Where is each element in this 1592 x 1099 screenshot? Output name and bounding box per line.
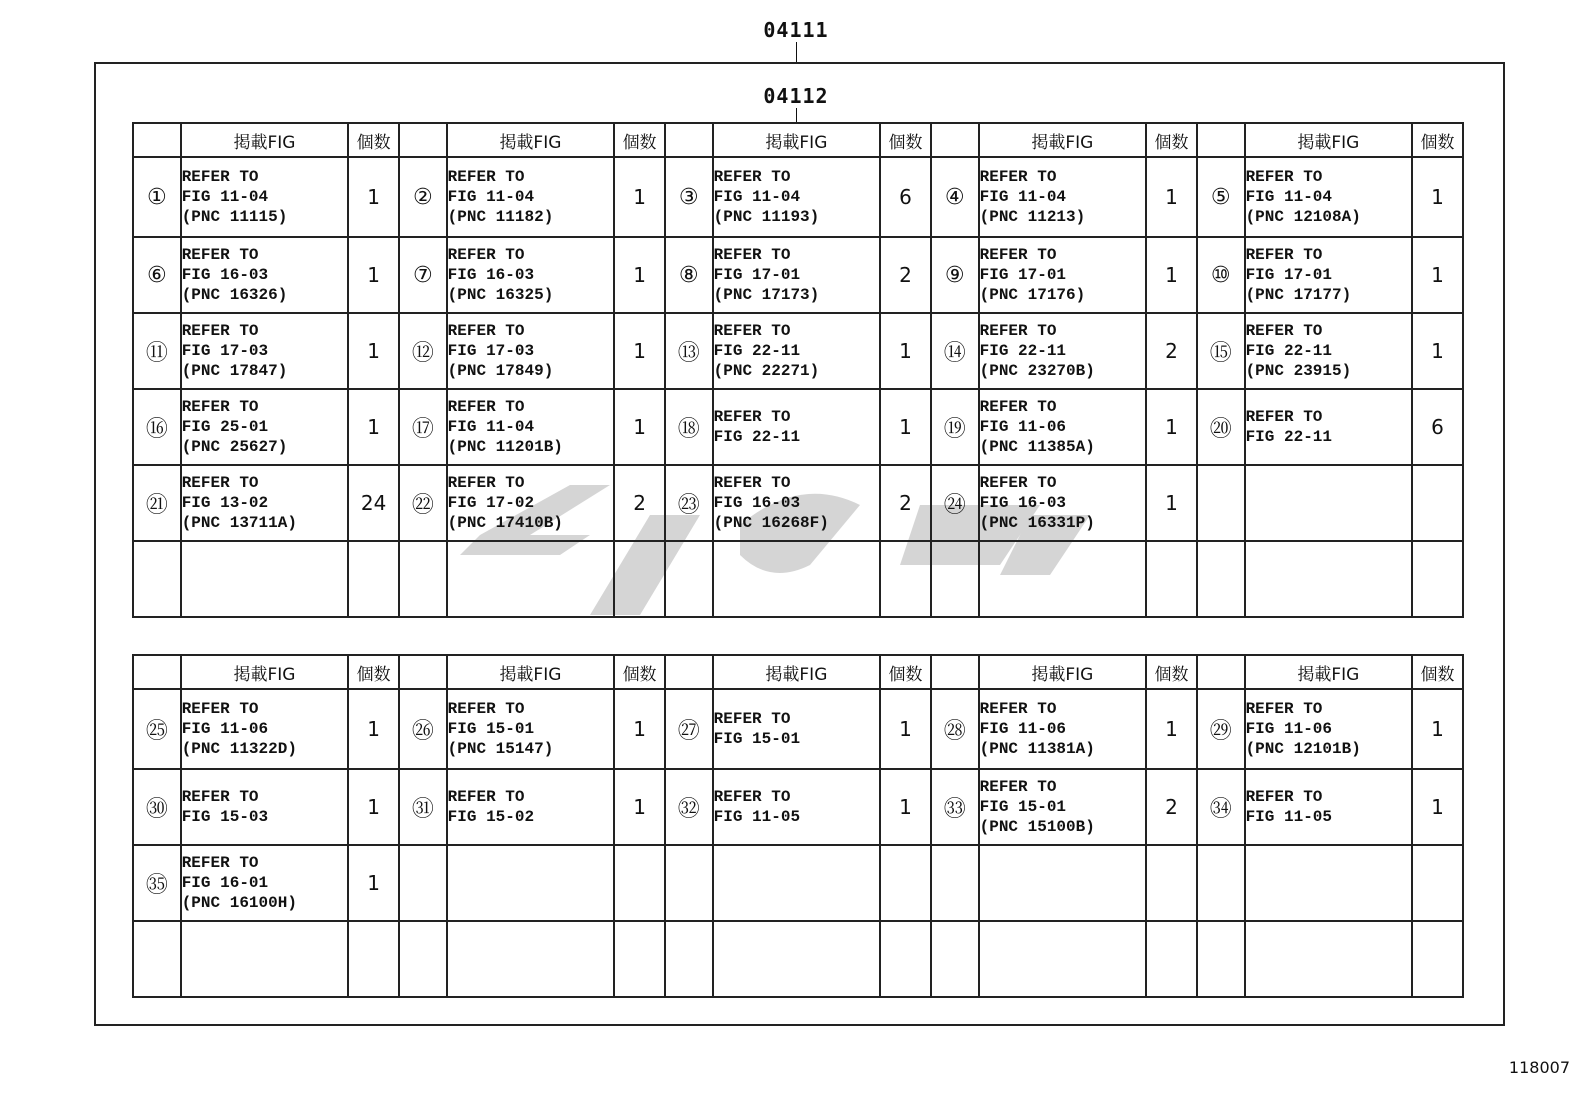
reference-cell	[713, 689, 881, 769]
quantity-cell	[1412, 921, 1463, 997]
quantity-cell: 1	[1146, 465, 1197, 541]
quantity-cell: 1	[614, 157, 665, 237]
item-number	[133, 921, 181, 997]
reference-line: FIG 16-03	[979, 494, 1067, 512]
item-number: ⑱	[665, 389, 713, 465]
reference-line: REFER TO	[181, 168, 259, 186]
reference-cell	[713, 769, 881, 845]
reference-line: REFER TO	[713, 168, 791, 186]
item-number: ㉕	[133, 689, 181, 769]
table-row	[133, 465, 1463, 541]
reference-line: REFER TO	[447, 322, 525, 340]
illustration-number: 118007	[1508, 1058, 1570, 1077]
inner-group-label: 04112	[763, 84, 829, 108]
header-qty: 個数	[1146, 123, 1197, 157]
header-qty: 個数	[614, 655, 665, 689]
reference-line: REFER TO	[447, 788, 525, 806]
item-number	[1197, 921, 1245, 997]
reference-line: FIG 15-02	[447, 808, 535, 826]
table-header-row	[133, 123, 1463, 157]
reference-line: (PNC 16331P)	[979, 514, 1095, 532]
reference-line: FIG 16-03	[447, 266, 535, 284]
item-number: ㉓	[665, 465, 713, 541]
reference-cell	[181, 845, 349, 921]
reference-line: (PNC 12108A)	[1245, 208, 1361, 226]
reference-line: FIG 11-04	[181, 188, 269, 206]
reference-line: (PNC 11182)	[447, 208, 554, 226]
reference-cell	[181, 541, 349, 617]
quantity-cell	[348, 921, 399, 997]
item-number: ⑥	[133, 237, 181, 313]
reference-cell	[1245, 237, 1413, 313]
item-number	[931, 845, 979, 921]
parts-table-lower	[132, 654, 1464, 998]
reference-line: FIG 17-03	[181, 342, 269, 360]
header-fig: 掲載FIG	[1245, 123, 1413, 157]
reference-line: FIG 11-05	[713, 808, 801, 826]
item-number: ㉘	[931, 689, 979, 769]
quantity-cell: 6	[880, 157, 931, 237]
reference-cell	[1245, 921, 1413, 997]
item-number	[665, 541, 713, 617]
reference-line: REFER TO	[979, 474, 1057, 492]
reference-line: (PNC 11201B)	[447, 438, 563, 456]
reference-line: FIG 17-03	[447, 342, 535, 360]
header-fig: 掲載FIG	[181, 655, 349, 689]
reference-cell	[1245, 541, 1413, 617]
item-number: ⑰	[399, 389, 447, 465]
quantity-cell: 1	[348, 157, 399, 237]
quantity-cell: 1	[348, 689, 399, 769]
item-number	[1197, 541, 1245, 617]
reference-line: FIG 11-06	[181, 720, 269, 738]
item-number	[665, 845, 713, 921]
reference-line: REFER TO	[447, 168, 525, 186]
header-qty: 個数	[614, 123, 665, 157]
reference-line: REFER TO	[181, 246, 259, 264]
table-row	[133, 689, 1463, 769]
reference-cell	[979, 689, 1147, 769]
reference-cell	[979, 157, 1147, 237]
table-row	[133, 157, 1463, 237]
reference-line: (PNC 16325)	[447, 286, 554, 304]
reference-line: FIG 22-11	[713, 428, 801, 446]
reference-line: FIG 11-04	[447, 188, 535, 206]
reference-cell	[447, 541, 615, 617]
item-number	[399, 541, 447, 617]
reference-line: (PNC 15147)	[447, 740, 554, 758]
reference-line: (PNC 13711A)	[181, 514, 297, 532]
item-number	[399, 845, 447, 921]
table-row	[133, 389, 1463, 465]
reference-line: (PNC 23915)	[1245, 362, 1352, 380]
reference-line: REFER TO	[447, 474, 525, 492]
quantity-cell: 1	[880, 389, 931, 465]
reference-line: (PNC 25627)	[181, 438, 288, 456]
quantity-cell	[614, 845, 665, 921]
item-number: ⑧	[665, 237, 713, 313]
reference-line: REFER TO	[713, 710, 791, 728]
quantity-cell	[1412, 541, 1463, 617]
reference-line: REFER TO	[181, 854, 259, 872]
reference-line: FIG 11-06	[1245, 720, 1332, 738]
header-blank	[665, 123, 713, 157]
header-blank	[1197, 123, 1245, 157]
reference-line: FIG 11-04	[713, 188, 801, 206]
reference-line: FIG 15-01	[447, 720, 535, 738]
reference-cell	[1245, 389, 1413, 465]
header-blank	[1197, 655, 1245, 689]
item-number: ㉟	[133, 845, 181, 921]
reference-line: (PNC 11381A)	[979, 740, 1095, 758]
item-number: ⑤	[1197, 157, 1245, 237]
outer-leader-line	[796, 42, 797, 62]
item-number: ⑨	[931, 237, 979, 313]
header-blank	[133, 655, 181, 689]
quantity-cell: 1	[614, 769, 665, 845]
item-number	[931, 541, 979, 617]
reference-line: REFER TO	[181, 788, 259, 806]
quantity-cell: 1	[880, 689, 931, 769]
quantity-cell	[348, 541, 399, 617]
reference-line: (PNC 15100B)	[979, 818, 1095, 836]
reference-cell	[979, 921, 1147, 997]
reference-line: REFER TO	[713, 408, 791, 426]
quantity-cell: 2	[614, 465, 665, 541]
reference-line: FIG 17-01	[979, 266, 1067, 284]
quantity-cell: 1	[614, 389, 665, 465]
quantity-cell: 24	[348, 465, 399, 541]
reference-line: REFER TO	[181, 700, 259, 718]
reference-cell	[447, 769, 615, 845]
reference-cell	[979, 465, 1147, 541]
reference-line: (PNC 17173)	[713, 286, 820, 304]
item-number: ㉝	[931, 769, 979, 845]
reference-line: REFER TO	[979, 778, 1057, 796]
reference-cell	[713, 541, 881, 617]
header-fig: 掲載FIG	[979, 655, 1147, 689]
header-fig: 掲載FIG	[979, 123, 1147, 157]
reference-line: REFER TO	[1245, 246, 1323, 264]
inner-leader-line	[796, 108, 797, 122]
reference-cell	[447, 157, 615, 237]
item-number: ㉙	[1197, 689, 1245, 769]
reference-cell	[713, 845, 881, 921]
item-number	[133, 541, 181, 617]
quantity-cell: 1	[348, 237, 399, 313]
reference-line: FIG 22-11	[1245, 342, 1332, 360]
item-number: ㉞	[1197, 769, 1245, 845]
header-blank	[931, 655, 979, 689]
reference-line: FIG 22-11	[979, 342, 1067, 360]
reference-line: (PNC 17849)	[447, 362, 554, 380]
header-blank	[665, 655, 713, 689]
reference-line: (PNC 16268F)	[713, 514, 829, 532]
reference-line: REFER TO	[181, 398, 259, 416]
reference-line: FIG 11-06	[979, 720, 1067, 738]
reference-line: FIG 11-05	[1245, 808, 1332, 826]
reference-line: REFER TO	[979, 168, 1057, 186]
item-number: ⑲	[931, 389, 979, 465]
header-blank	[399, 123, 447, 157]
quantity-cell: 2	[880, 237, 931, 313]
reference-cell	[1245, 689, 1413, 769]
reference-cell	[1245, 157, 1413, 237]
reference-line: (PNC 11213)	[979, 208, 1086, 226]
reference-line: (PNC 17176)	[979, 286, 1086, 304]
quantity-cell: 1	[348, 845, 399, 921]
reference-line: (PNC 22271)	[713, 362, 820, 380]
item-number	[665, 921, 713, 997]
reference-cell	[1245, 313, 1413, 389]
reference-line: REFER TO	[713, 788, 791, 806]
parts-table-upper	[132, 122, 1464, 618]
header-qty: 個数	[348, 655, 399, 689]
reference-cell	[181, 313, 349, 389]
reference-cell	[979, 541, 1147, 617]
table-header-row	[133, 655, 1463, 689]
reference-line: FIG 17-02	[447, 494, 535, 512]
reference-line: FIG 17-01	[1245, 266, 1332, 284]
item-number	[931, 921, 979, 997]
item-number: ⑫	[399, 313, 447, 389]
quantity-cell: 1	[614, 689, 665, 769]
item-number	[1197, 845, 1245, 921]
table-row	[133, 237, 1463, 313]
item-number: ⑮	[1197, 313, 1245, 389]
item-number: ㉛	[399, 769, 447, 845]
reference-line: (PNC 17847)	[181, 362, 288, 380]
item-number: ①	[133, 157, 181, 237]
reference-cell	[447, 465, 615, 541]
reference-line: FIG 22-11	[713, 342, 801, 360]
reference-cell	[181, 157, 349, 237]
reference-line: FIG 22-11	[1245, 428, 1332, 446]
item-number: ㉔	[931, 465, 979, 541]
quantity-cell	[1146, 845, 1197, 921]
item-number: ⑳	[1197, 389, 1245, 465]
reference-line: REFER TO	[447, 246, 525, 264]
header-fig: 掲載FIG	[713, 123, 881, 157]
reference-line: (PNC 11193)	[713, 208, 820, 226]
item-number: ⑩	[1197, 237, 1245, 313]
reference-line: REFER TO	[1245, 168, 1323, 186]
quantity-cell	[614, 921, 665, 997]
header-fig: 掲載FIG	[713, 655, 881, 689]
reference-cell	[181, 921, 349, 997]
reference-line: FIG 16-01	[181, 874, 269, 892]
reference-cell	[447, 845, 615, 921]
quantity-cell: 1	[1412, 313, 1463, 389]
reference-cell	[181, 769, 349, 845]
quantity-cell: 1	[1146, 237, 1197, 313]
reference-line: FIG 13-02	[181, 494, 269, 512]
reference-line: FIG 16-03	[181, 266, 269, 284]
reference-cell	[447, 389, 615, 465]
reference-line: (PNC 12101B)	[1245, 740, 1361, 758]
reference-line: REFER TO	[447, 700, 525, 718]
reference-line: FIG 15-03	[181, 808, 269, 826]
reference-line: FIG 25-01	[181, 418, 269, 436]
reference-cell	[979, 313, 1147, 389]
item-number: ㉗	[665, 689, 713, 769]
table-row	[133, 845, 1463, 921]
item-number: ⑦	[399, 237, 447, 313]
reference-line: FIG 11-04	[447, 418, 535, 436]
reference-line: (PNC 11115)	[181, 208, 288, 226]
table-row	[133, 313, 1463, 389]
reference-line: (PNC 11385A)	[979, 438, 1095, 456]
header-blank	[931, 123, 979, 157]
quantity-cell	[614, 541, 665, 617]
quantity-cell: 2	[880, 465, 931, 541]
reference-line: REFER TO	[1245, 700, 1323, 718]
reference-line: FIG 15-01	[713, 730, 801, 748]
reference-cell	[181, 689, 349, 769]
reference-line: (PNC 11322D)	[181, 740, 297, 758]
header-qty: 個数	[880, 655, 931, 689]
item-number: ⑬	[665, 313, 713, 389]
item-number: ②	[399, 157, 447, 237]
header-fig: 掲載FIG	[447, 655, 615, 689]
header-blank	[133, 123, 181, 157]
reference-cell	[979, 769, 1147, 845]
quantity-cell	[1146, 541, 1197, 617]
reference-line: REFER TO	[979, 246, 1057, 264]
quantity-cell	[880, 541, 931, 617]
item-number	[1197, 465, 1245, 541]
reference-line: REFER TO	[713, 246, 791, 264]
quantity-cell: 1	[880, 769, 931, 845]
reference-cell	[713, 313, 881, 389]
reference-cell	[447, 689, 615, 769]
item-number: ③	[665, 157, 713, 237]
quantity-cell: 1	[1412, 689, 1463, 769]
quantity-cell: 2	[1146, 769, 1197, 845]
quantity-cell: 1	[1412, 157, 1463, 237]
quantity-cell: 6	[1412, 389, 1463, 465]
reference-cell	[979, 845, 1147, 921]
reference-line: FIG 17-01	[713, 266, 801, 284]
reference-cell	[181, 389, 349, 465]
item-number: ㉚	[133, 769, 181, 845]
quantity-cell: 1	[1146, 157, 1197, 237]
quantity-cell	[1146, 921, 1197, 997]
reference-line: (PNC 17410B)	[447, 514, 563, 532]
quantity-cell	[1412, 845, 1463, 921]
quantity-cell: 1	[1412, 237, 1463, 313]
outer-group-label: 04111	[763, 18, 829, 42]
reference-cell	[1245, 845, 1413, 921]
reference-line: (PNC 17177)	[1245, 286, 1352, 304]
reference-line: REFER TO	[979, 700, 1057, 718]
item-number: ⑯	[133, 389, 181, 465]
reference-line: REFER TO	[713, 474, 791, 492]
header-fig: 掲載FIG	[447, 123, 615, 157]
quantity-cell: 1	[348, 769, 399, 845]
reference-line: REFER TO	[979, 322, 1057, 340]
quantity-cell	[880, 845, 931, 921]
reference-cell	[979, 389, 1147, 465]
reference-line: (PNC 16100H)	[181, 894, 297, 912]
reference-line: REFER TO	[1245, 408, 1323, 426]
item-number: ㉖	[399, 689, 447, 769]
header-qty: 個数	[1412, 655, 1463, 689]
header-blank	[399, 655, 447, 689]
reference-line: REFER TO	[979, 398, 1057, 416]
header-fig: 掲載FIG	[1245, 655, 1413, 689]
quantity-cell	[880, 921, 931, 997]
quantity-cell: 1	[1146, 689, 1197, 769]
reference-cell	[447, 237, 615, 313]
table-row	[133, 769, 1463, 845]
reference-line: REFER TO	[713, 322, 791, 340]
header-qty: 個数	[1412, 123, 1463, 157]
quantity-cell: 1	[348, 313, 399, 389]
reference-line: FIG 15-01	[979, 798, 1067, 816]
item-number: ㉜	[665, 769, 713, 845]
reference-cell	[181, 465, 349, 541]
header-qty: 個数	[1146, 655, 1197, 689]
reference-cell	[979, 237, 1147, 313]
item-number: ④	[931, 157, 979, 237]
item-number: ㉒	[399, 465, 447, 541]
reference-cell	[713, 157, 881, 237]
reference-line: FIG 11-06	[979, 418, 1067, 436]
item-number: ⑭	[931, 313, 979, 389]
reference-cell	[1245, 769, 1413, 845]
quantity-cell	[1412, 465, 1463, 541]
item-number	[399, 921, 447, 997]
reference-line: (PNC 23270B)	[979, 362, 1095, 380]
reference-cell	[1245, 465, 1413, 541]
reference-line: FIG 11-04	[979, 188, 1067, 206]
quantity-cell: 1	[614, 237, 665, 313]
header-qty: 個数	[880, 123, 931, 157]
reference-line: REFER TO	[1245, 788, 1323, 806]
reference-line: REFER TO	[181, 474, 259, 492]
reference-line: FIG 11-04	[1245, 188, 1332, 206]
item-number: ㉑	[133, 465, 181, 541]
reference-line: REFER TO	[1245, 322, 1323, 340]
table-row	[133, 921, 1463, 997]
reference-cell	[447, 313, 615, 389]
quantity-cell: 1	[614, 313, 665, 389]
quantity-cell: 1	[1412, 769, 1463, 845]
reference-cell	[713, 921, 881, 997]
reference-line: REFER TO	[447, 398, 525, 416]
quantity-cell: 1	[348, 389, 399, 465]
header-fig: 掲載FIG	[181, 123, 349, 157]
reference-cell	[181, 237, 349, 313]
reference-line: FIG 16-03	[713, 494, 801, 512]
table-row	[133, 541, 1463, 617]
reference-line: (PNC 16326)	[181, 286, 288, 304]
reference-cell	[713, 465, 881, 541]
reference-cell	[447, 921, 615, 997]
quantity-cell: 1	[880, 313, 931, 389]
reference-cell	[713, 237, 881, 313]
quantity-cell: 2	[1146, 313, 1197, 389]
reference-line: REFER TO	[181, 322, 259, 340]
header-qty: 個数	[348, 123, 399, 157]
quantity-cell: 1	[1146, 389, 1197, 465]
item-number: ⑪	[133, 313, 181, 389]
reference-cell	[713, 389, 881, 465]
